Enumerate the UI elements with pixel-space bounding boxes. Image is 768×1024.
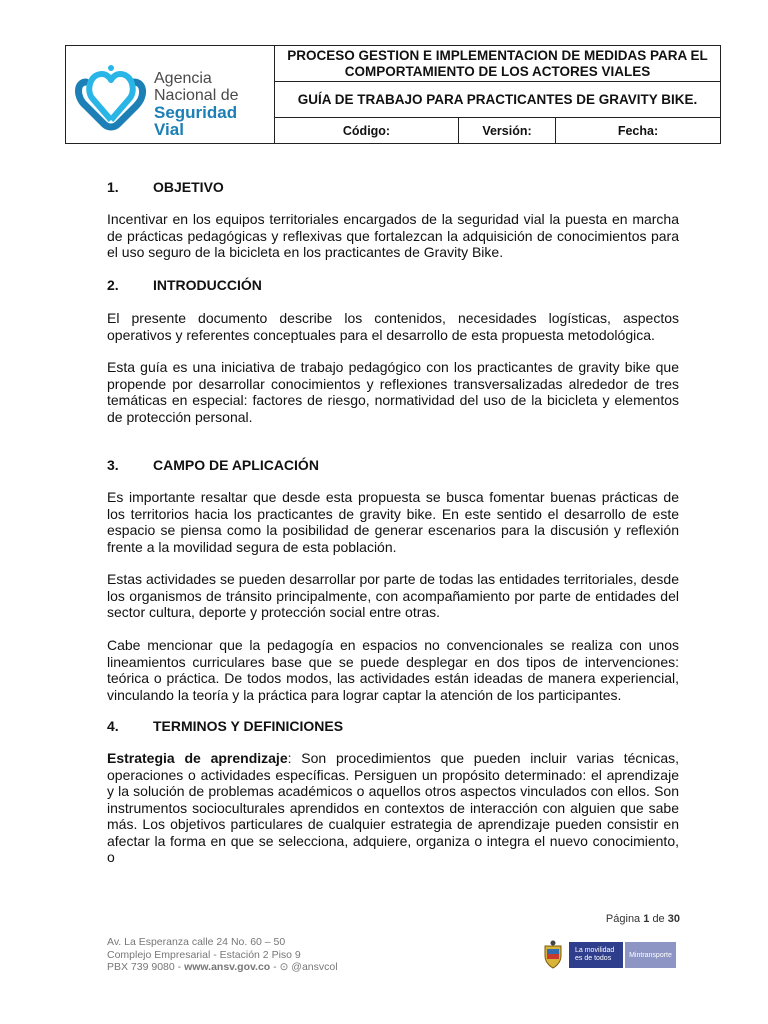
logo-wordmark: [154, 70, 269, 138]
section-1-body: [107, 211, 679, 261]
badge-line-2: es de todos: [575, 955, 612, 962]
paragraph: Cabe mencionar que la pedagogía en espacios no convencionales se realiza con unos lineamientos curriculares base que se puede desplegar en dos tipos de intervenciones: teórica o práctica. De todos modos, las actividades están ideadas de manera experiencial, vinculando la teoría y la práctica para lograr captar la atención de los participantes.: [107, 637, 679, 703]
badge-line-1: La movilidad: [575, 947, 615, 954]
section-2-body-1: [107, 310, 679, 343]
section-3-body-3: [107, 637, 679, 703]
page-of: de: [652, 913, 665, 925]
ansv-logo-icon: [74, 60, 148, 132]
section-title: OBJETIVO: [153, 179, 224, 195]
address-line-3: [107, 961, 338, 974]
section-3-body-2: [107, 571, 679, 621]
process-title: PROCESO GESTION E IMPLEMENTACION DE MEDIDAS PARA EL COMPORTAMIENTO DE LOS ACTORES VIALES: [275, 46, 721, 82]
section-title: TERMINOS Y DEFINICIONES: [153, 718, 344, 734]
logo-line-2: Nacional de: [154, 87, 239, 104]
pbx: PBX 739 9080 -: [107, 961, 185, 973]
section-title: CAMPO DE APLICACIÓN: [153, 457, 319, 473]
paragraph: Incentivar en los equipos territoriales encargados de la seguridad vial la puesta en marcha de prácticas pedagógicas y reflexivas que fortalezcan la adquisición de conocimientos para el uso seguro de la bicicleta en los practicantes de Gravity Bike.: [107, 211, 679, 260]
social-handle: - ⊙ @ansvcol: [270, 961, 338, 973]
section-number: 1.: [107, 179, 119, 195]
codigo-label: Código:: [275, 118, 459, 144]
section-2-heading: [107, 277, 262, 293]
fecha-label: Fecha:: [556, 118, 721, 144]
page-label: Página: [605, 913, 641, 925]
coat-of-arms-icon: [541, 940, 565, 970]
page-number: [606, 913, 680, 925]
definition-paragraph: [107, 750, 679, 866]
total-pages: 30: [667, 913, 680, 925]
definition-text: : Son procedimientos que pueden incluir varias técnicas, operaciones o actividades específicas. Persiguen un propósito determinado: el aprendizaje y la solución de problemas académicos o aquellos otros aspectos vinculados con ellos. Son instrumentos socioculturales aprendidos en contextos de interacción con alguien que sabe más. Los objetivos particulares de cualquier estrategia de aprendizaje pueden consistir en afectar la forma en que se selecciona, adquiere, organiza o integra el nuevo conocimiento, o: [107, 750, 679, 865]
footer-address: [107, 936, 338, 974]
paragraph: Estas actividades se pueden desarrollar por parte de todas las entidades territoriales, desde los organismos de tránsito principalmente, con acompañamiento por parte de entidades del sector cultura, deporte y protección social entre otras.: [107, 571, 679, 620]
logo-line-3: Seguridad Vial: [154, 103, 238, 139]
paragraph: El presente documento describe los contenidos, necesidades logísticas, aspectos operativos y referentes conceptuales para el desarrollo de esta propuesta metodológica.: [107, 310, 679, 343]
section-3-body-1: [107, 489, 679, 555]
section-number: 2.: [107, 277, 119, 293]
paragraph: Esta guía es una iniciativa de trabajo pedagógico con los practicantes de gravity bike que propende por desarrollar conocimientos y reflexiones transversalizadas alrededor de tres temáticas en especial: factores de riesgo, normatividad del uso de la bicicleta y elementos de protección personal.: [107, 359, 679, 425]
address-line-2: Complejo Empresarial - Estación 2 Piso 9: [107, 948, 301, 961]
address-line-1: Av. La Esperanza calle 24 No. 60 – 50: [107, 936, 286, 948]
version-label: Versión:: [459, 118, 556, 144]
mintransporte-badge: Mintransporte: [625, 942, 676, 968]
section-1-heading: [107, 179, 224, 195]
section-number: 4.: [107, 718, 119, 734]
section-3-heading: [107, 457, 319, 473]
ansv-logo: [74, 60, 269, 139]
defined-term: Estrategia de aprendizaje: [107, 750, 288, 766]
logo-cell: [66, 46, 275, 144]
movilidad-badge: [569, 942, 623, 968]
section-4-body: [107, 750, 679, 866]
section-title: INTRODUCCIÓN: [153, 277, 262, 293]
website-link[interactable]: www.ansv.gov.co: [184, 961, 271, 973]
section-number: 3.: [107, 457, 119, 473]
section-4-heading: [107, 718, 343, 734]
guide-title: GUÍA DE TRABAJO PARA PRACTICANTES DE GRAVITY BIKE.: [275, 82, 721, 118]
government-logo: [541, 939, 678, 971]
current-page: 1: [643, 913, 650, 925]
paragraph: Es importante resaltar que desde esta propuesta se busca fomentar buenas prácticas de los territorios hacia los practicantes de gravity bike. En este sentido el desarrollo de este espacio se piensa como la posibilidad de generar escenarios para la discusión y reflexión frente a la movilidad segura de esta población.: [107, 489, 679, 555]
logo-line-1: Agencia: [154, 70, 212, 87]
document-header: [65, 45, 721, 144]
section-2-body-2: [107, 359, 679, 425]
